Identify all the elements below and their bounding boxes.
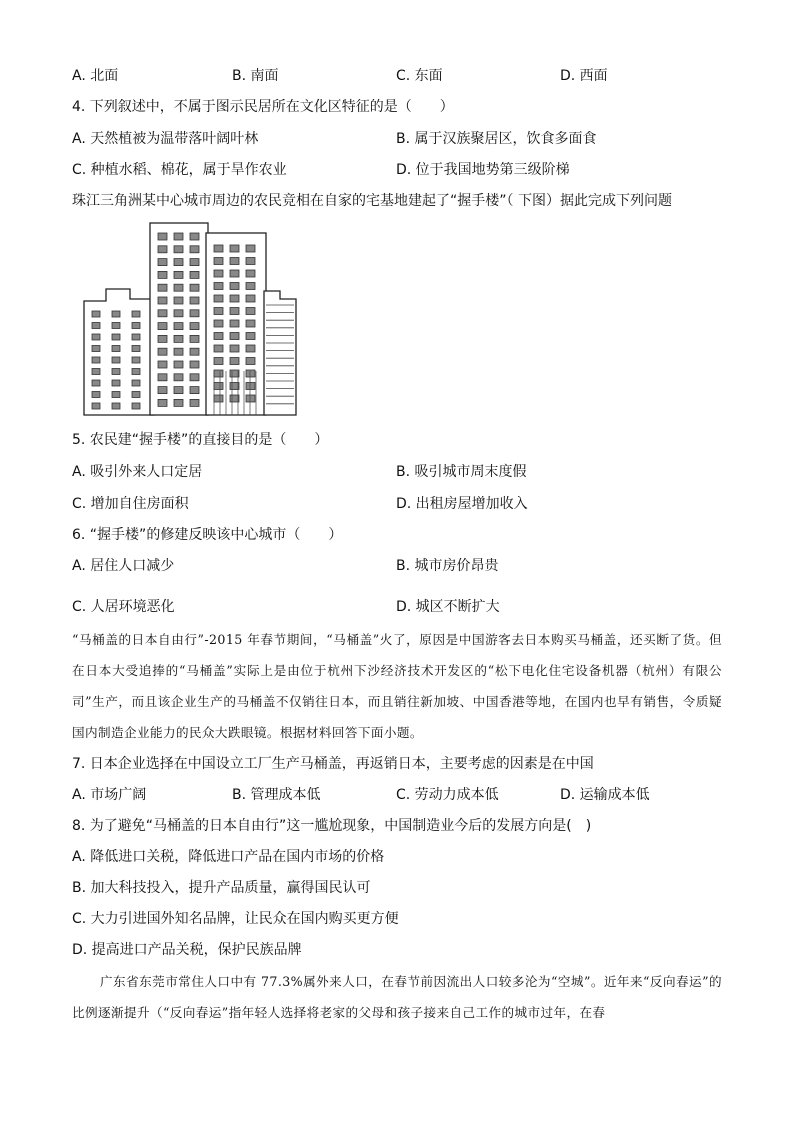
building-window [214,258,223,265]
building-window [132,334,140,340]
building-window [92,369,100,375]
q8-option-b: B. 加大科技投入，提升产品质量，赢得国民认可 [72,880,371,896]
building-window [214,383,223,390]
building-window [230,283,239,290]
building-window [158,399,167,406]
q4-option-a: A. 天然植被为温带落叶阔叶林 [72,131,259,147]
building-window [230,270,239,277]
building-window [190,335,199,342]
building-window [246,270,255,277]
building-window [214,295,223,302]
q5-stem: 5. 农民建“握手楼”的直接目的是（ ） [72,432,329,448]
q5-option-a: A. 吸引外来人口定居 [72,464,203,480]
building-window [92,323,100,329]
building-window [158,233,167,240]
building-window [214,333,223,340]
q5-option-b: B. 吸引城市周末度假 [396,464,527,480]
building-window [112,346,120,352]
building-window [92,311,100,317]
building-window [214,395,223,402]
building-window [132,323,140,329]
q8-option-a: A. 降低进口关税，降低进口产品在国内市场的价格 [72,849,385,865]
building-window [230,245,239,252]
building-window [174,271,183,278]
building-window [112,403,120,409]
q6-option-a: A. 居住人口减少 [72,558,175,574]
building-window [158,374,167,381]
building-window [214,320,223,327]
building-window [174,387,183,394]
building-window [174,297,183,304]
building-window [112,380,120,386]
building-window [174,259,183,266]
building-window [174,374,183,381]
building-window [190,323,199,330]
building-window [230,345,239,352]
building-window [230,320,239,327]
building-window [174,310,183,317]
building-window [230,295,239,302]
building-window [174,348,183,355]
building-window [112,311,120,317]
building-window [158,310,167,317]
q6-option-b: B. 城市房价昂贵 [396,558,499,574]
building-window [92,357,100,363]
building-window [190,233,199,240]
q7-option-c: C. 劳动力成本低 [396,787,499,803]
q4-stem: 4. 下列叙述中，不属于图示民居所在文化区特征的是（ ） [72,99,454,115]
q4-option-b: B. 属于汉族聚居区，饮食多面食 [396,131,597,147]
building-window [246,383,255,390]
q7-option-a: A. 市场广阔 [72,787,147,803]
building-window [112,357,120,363]
building-window [230,308,239,315]
building-window [158,348,167,355]
q5-option-c: C. 增加自住房面积 [72,496,189,512]
q8-option-d: D. 提高进口产品关税，保护民族品牌 [72,942,302,958]
building-window [246,320,255,327]
building-window [246,358,255,365]
building-window [246,345,255,352]
building-window [246,295,255,302]
building-window [174,399,183,406]
building-window [190,387,199,394]
q3-option-d: D. 西面 [560,68,608,84]
building-window [158,323,167,330]
building-window [92,392,100,398]
q3-option-b: B. 南面 [232,68,279,84]
building-window [214,283,223,290]
building-window [132,357,140,363]
building-window [174,361,183,368]
building-window [246,245,255,252]
building-window [214,245,223,252]
q8-option-c: C. 大力引进国外知名品牌，让民众在国内购买更方便 [72,911,399,927]
building-window [158,284,167,291]
building-window [132,311,140,317]
building-window [158,297,167,304]
q3-option-c: C. 东面 [396,68,443,84]
building-window [246,258,255,265]
building-window [214,308,223,315]
building-window [174,335,183,342]
building-window [214,370,223,377]
building-window [190,348,199,355]
building-window [246,333,255,340]
building-window [174,246,183,253]
q7-option-b: B. 管理成本低 [232,787,321,803]
building-window [112,334,120,340]
building-window [246,308,255,315]
building-window [158,387,167,394]
building-window [92,334,100,340]
building-window [132,392,140,398]
building-window [230,358,239,365]
q7-option-d: D. 运输成本低 [560,787,650,803]
building-window [158,361,167,368]
building-window [246,395,255,402]
building-window [246,370,255,377]
q3-option-a: A. 北面 [72,68,119,84]
building-window [190,271,199,278]
q7-stem: 7. 日本企业选择在中国设立工厂生产马桶盖，再返销日本，主要考虑的因素是在中国 [72,756,594,772]
building-window [132,403,140,409]
building-window [158,259,167,266]
building-window [230,258,239,265]
building-window [190,310,199,317]
material-7-8 [72,624,722,748]
intro-5-6: 珠江三角洲某中心城市周边的农民竞相在自家的宅基地建起了“握手楼”（ 下图）据此完成下列问题 [72,193,672,209]
building-window [158,246,167,253]
q6-option-d: D. 城区不断扩大 [396,599,500,615]
building-window [92,380,100,386]
material-9-text: 广东省东莞市常住人口中有 77.3%属外来人口，在春节前因流出人口较多沦为“空城”。近年来“反向春运”的比例逐渐提升（“反向春运”指年轻人选择将老家的父母和孩子接来自己工作的城市过年，在春 [72,974,722,1020]
building-window [174,284,183,291]
building-window [190,297,199,304]
building-window [174,233,183,240]
building-window [190,246,199,253]
building-window [214,358,223,365]
building-window [190,259,199,266]
building-window [190,284,199,291]
building-window [158,335,167,342]
q6-option-c: C. 人居环境恶化 [72,599,175,615]
building-window [190,361,199,368]
building-window [132,380,140,386]
q4-option-c: C. 种植水稻、棉花，属于旱作农业 [72,162,287,178]
building-window [190,399,199,406]
q4-option-d: D. 位于我国地势第三级阶梯 [396,162,570,178]
building-window [246,283,255,290]
handshake-buildings-figure [82,221,302,417]
building-window [112,323,120,329]
building-window [158,271,167,278]
building-window [214,345,223,352]
building-window [174,323,183,330]
q5-option-d: D. 出租房屋增加收入 [396,496,528,512]
building-window [230,333,239,340]
building-window [190,374,199,381]
building-window [132,369,140,375]
building-window [214,270,223,277]
building-window [92,346,100,352]
building-window [132,346,140,352]
q6-stem: 6. “握手楼”的修建反映该中心城市（ ） [72,527,343,543]
q8-stem: 8. 为了避免“马桶盖的日本自由行”这一尴尬现象，中国制造业今后的发展方向是( ) [72,818,592,834]
material-9 [72,966,722,1028]
building-window [112,392,120,398]
building-window [92,403,100,409]
material-7-8-text: “马桶盖的日本自由行”-2015 年春节期间，“马桶盖”火了，原因是中国游客去日本购买马桶盖，还买断了货。但在日本大受追捧的“马桶盖”实际上是由位于杭州下沙经济技术开发区的“松下电化住宅设备机器（杭州）有限公司”生产，而且该企业生产的马桶盖不仅销往日本，而且销往新加坡、中国香港等地，在国内也早有销售，令质疑国内制造企业能力的民众大跌眼镜。根据材料回答下面小题。 [72,632,722,740]
building-window [112,369,120,375]
